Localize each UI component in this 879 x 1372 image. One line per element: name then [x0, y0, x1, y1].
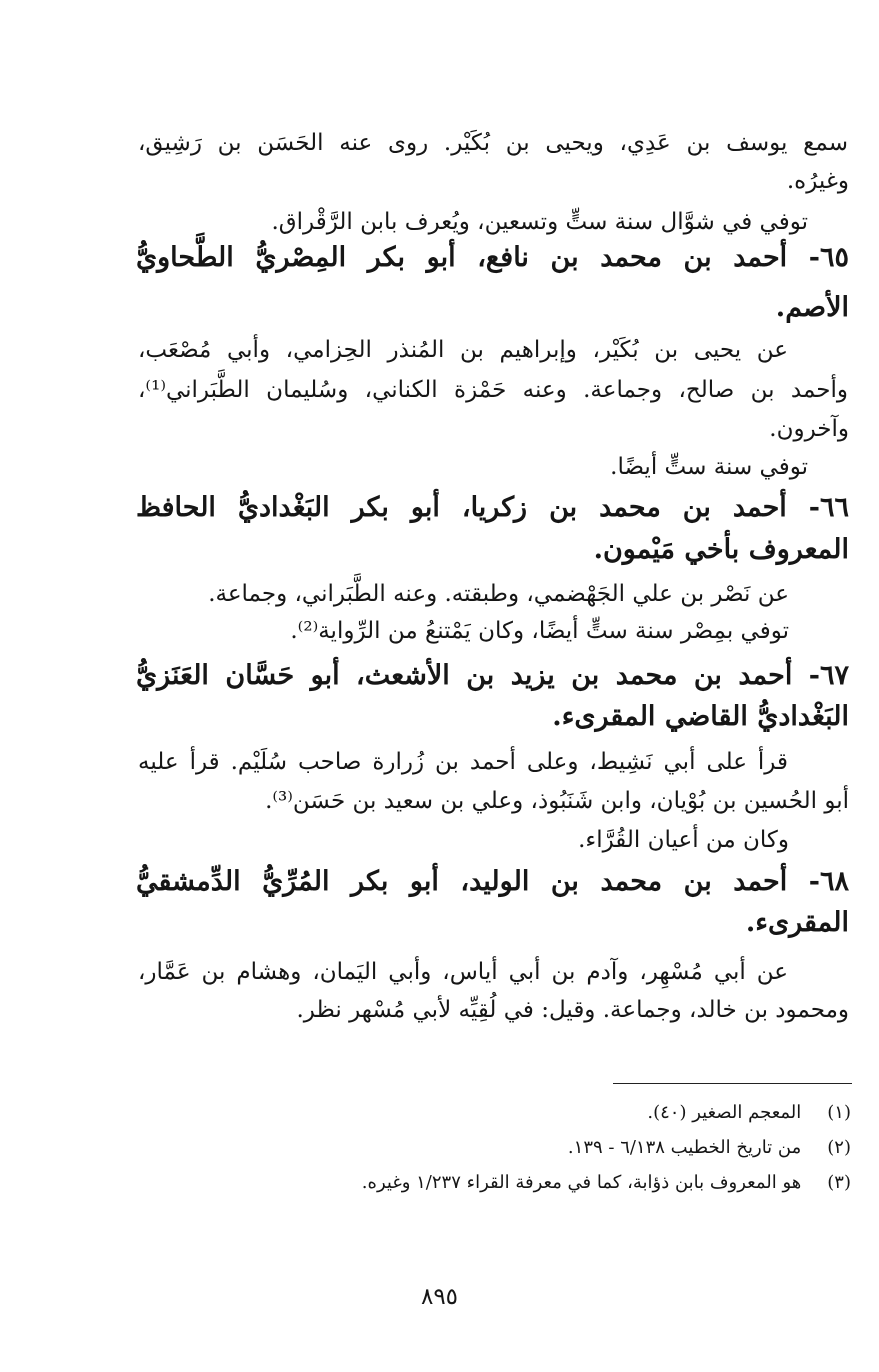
- page-number: ٨٩٥: [420, 1284, 459, 1310]
- entry-heading: ٦٨- أحمد بن محمد بن الوليد، أبو بكر المُرِّيُّ الدِّمشقيُّ: [136, 866, 849, 897]
- entry-heading: المقرىء.: [745, 907, 849, 938]
- text-line: سمع يوسف بن عَدِي، ويحيى بن بُكَيْر. روى عنه الحَسَن بن رَشِيق،: [138, 130, 848, 156]
- footnote-number: (٢): [827, 1137, 851, 1158]
- entry-heading: ٦٧- أحمد بن محمد بن يزيد بن الأشعث، أبو حَسَّان العَنَزيُّ: [136, 660, 849, 691]
- text-line: عن نَصْر بن علي الجَهْضمي، وطبقته. وعنه الطَّبَراني، وجماعة.: [208, 581, 789, 607]
- text-line: عن يحيى بن بُكَيْر، وإبراهيم بن المُنذر الحِزامي، وأبي مُصْعَب،: [138, 337, 788, 363]
- entry-heading: ٦٥- أحمد بن محمد بن نافع، أبو بكر المِصْريُّ الطَّحاويُّ: [136, 242, 849, 273]
- footnote: [362, 1170, 851, 1196]
- text-line: قرأ على أبي نَشِيط، وعلى أحمد بن زُرارة صاحب سُلَيْم. قرأ عليه: [138, 749, 788, 775]
- entry-heading: البَغْداديُّ القاضي المقرىء.: [552, 701, 849, 732]
- entry-heading: المعروف بأخي مَيْمون.: [593, 534, 849, 565]
- footnote-number: (٣): [827, 1172, 851, 1193]
- text-line: وآخرون.: [769, 416, 849, 442]
- footnote-number: (١): [827, 1102, 851, 1123]
- text-line: وأحمد بن صالح، وجماعة. وعنه حَمْزة الكناني، وسُليمان الطَّبَراني⁽¹⁾،: [138, 377, 848, 403]
- entry-heading: ٦٦- أحمد بن محمد بن زكريا، أبو بكر البَغْداديُّ الحافظ: [136, 492, 849, 523]
- footnote-text: المعجم الصغير (٤٠).: [647, 1102, 802, 1123]
- footnote: [568, 1135, 851, 1161]
- footnote-text: من تاريخ الخطيب ٦/١٣٨ - ١٣٩.: [567, 1137, 802, 1158]
- footnote: [647, 1100, 851, 1126]
- footnote-separator: [613, 1083, 852, 1084]
- text-line: توفي في شوَّال سنة ستٍّ وتسعين، ويُعرف بابن الرَّقْراق.: [271, 209, 808, 235]
- text-line: وغيرُه.: [786, 168, 849, 194]
- footnote-text: هو المعروف بابن ذؤابة، كما في معرفة القراء ١/٢٣٧ وغيره.: [361, 1172, 802, 1193]
- text-line: أبو الحُسين بن بُوْيان، وابن شَنَبُوذ، وعلي بن سعيد بن حَسَن⁽³⁾.: [265, 788, 849, 814]
- text-line: توفي بمِصْر سنة ستٍّ أيضًا، وكان يَمْتنعُ من الرِّواية⁽²⁾.: [290, 618, 789, 644]
- text-line: ومحمود بن خالد، وجماعة. وقيل: في لُقِيِّه لأبي مُسْهر نظر.: [296, 997, 849, 1023]
- text-line: عن أبي مُسْهِر، وآدم بن أبي أياس، وأبي اليَمان، وهشام بن عَمَّار،: [138, 959, 788, 985]
- text-line: وكان من أعيان القُرَّاء.: [578, 827, 789, 853]
- entry-heading: الأصم.: [775, 292, 849, 323]
- text-line: توفي سنة ستٍّ أيضًا.: [610, 454, 808, 480]
